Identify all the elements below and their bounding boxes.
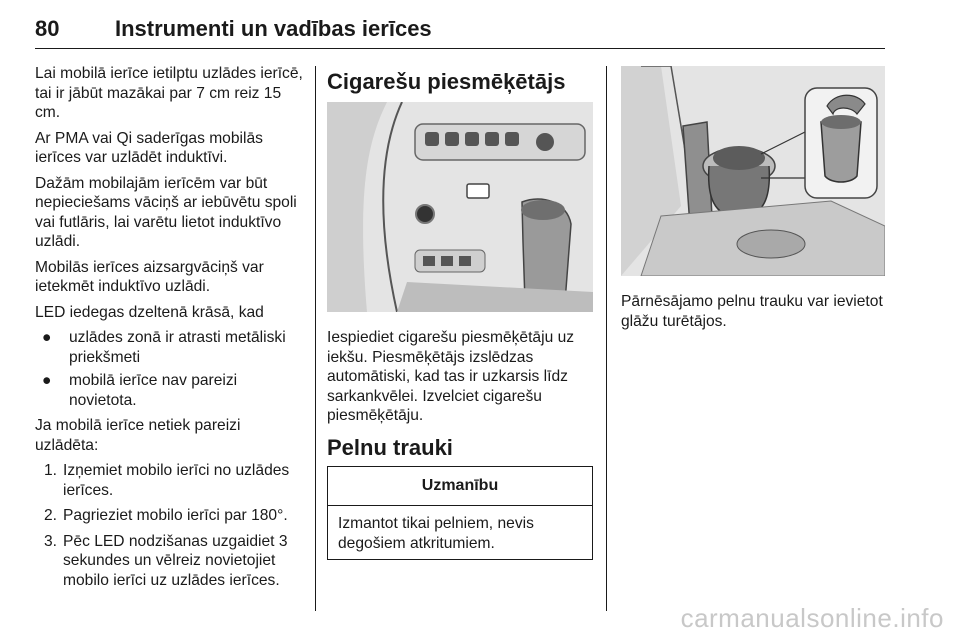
bullet-list: [35, 328, 303, 410]
paragraph-cover-coil: Dažām mobilajām ierīcēm var būt nepieciešams vāciņš ar iebūvētu spoli vai futlāris, lai varētu lietot induktīvo uzlādi.: [35, 174, 297, 250]
cigarette-lighter-illustration: [327, 102, 593, 312]
step-text: Izņemiet mobilo ierīci no uzlādes ierīces.: [63, 462, 290, 499]
column-divider-2: [606, 66, 607, 611]
paragraph-lighter-instructions: Iespiediet cigarešu piesmēķētāju uz iekšu. Piesmēķētājs izslēdzas automātiski, kad tas ir uzkarsis līdz sarkankvēlei. Izvelciet cigarešu piesmēķētāju.: [327, 329, 575, 424]
step-text: Pēc LED nodzišanas uzgaidiet 3 sekundes un vēlreiz novietojiet mobilo ierīci uz uzlādes ierīces.: [63, 532, 288, 589]
section-heading-ashtrays: Pelnu trauki: [327, 435, 453, 460]
bullet-icon: ●: [42, 329, 52, 346]
bullet-icon: ●: [42, 372, 52, 389]
paragraph-protective-cover: Mobilās ierīces aizsargvāciņš var ietekmēt induktīvo uzlādi.: [35, 258, 264, 295]
step-number: 2.: [44, 507, 58, 524]
list-item-text: mobilā ierīce nav pareizi novietota.: [69, 372, 238, 409]
list-item: [35, 328, 303, 367]
paragraph-not-charging: Ja mobilā ierīce netiek pareizi uzlādēta:: [35, 417, 241, 454]
ashtray-illustration: [621, 66, 885, 276]
step-item: [35, 532, 303, 591]
step-number: 1.: [44, 462, 58, 479]
paragraph-device-size: Lai mobilā ierīce ietilptu uzlādes ierīcē, tai ir jābūt mazākai par 7 cm reiz 15 cm.: [35, 65, 303, 121]
watermark-text: carmanualsonline.info: [680, 603, 944, 633]
step-number: 3.: [44, 532, 58, 550]
paragraph-inductive-charging: Ar PMA vai Qi saderīgas mobilās ierīces var uzlādēt induktīvi.: [35, 129, 263, 166]
caution-title: Uzmanību: [328, 467, 592, 506]
step-item: [35, 506, 303, 526]
page-title: Instrumenti un vadības ierīces: [115, 16, 432, 41]
column-divider-1: [315, 66, 316, 611]
paragraph-portable-ashtray: Pārnēsājamo pelnu trauku var ievietot glāžu turētājos.: [621, 293, 883, 330]
column-3-text: [621, 292, 885, 337]
column-1: [35, 64, 303, 596]
page-number: 80: [35, 16, 60, 41]
step-text: Pagrieziet mobilo ierīci par 180°.: [63, 507, 288, 524]
step-item: [35, 461, 303, 500]
section-heading-cigarette-lighter: Cigarešu piesmēķētājs: [327, 69, 566, 94]
caution-box: [327, 466, 593, 560]
paragraph-led-yellow: LED iedegas dzeltenā krāsā, kad: [35, 303, 264, 321]
list-item-text: uzlādes zonā ir atrasti metāliski priekšmeti: [69, 329, 286, 366]
header-divider: [35, 48, 885, 49]
caution-text: Izmantot tikai pelniem, nevis degošiem atkritumiem.: [338, 515, 534, 552]
column-2-text: [327, 328, 595, 432]
list-item: [35, 371, 303, 410]
steps-list: [35, 461, 303, 590]
